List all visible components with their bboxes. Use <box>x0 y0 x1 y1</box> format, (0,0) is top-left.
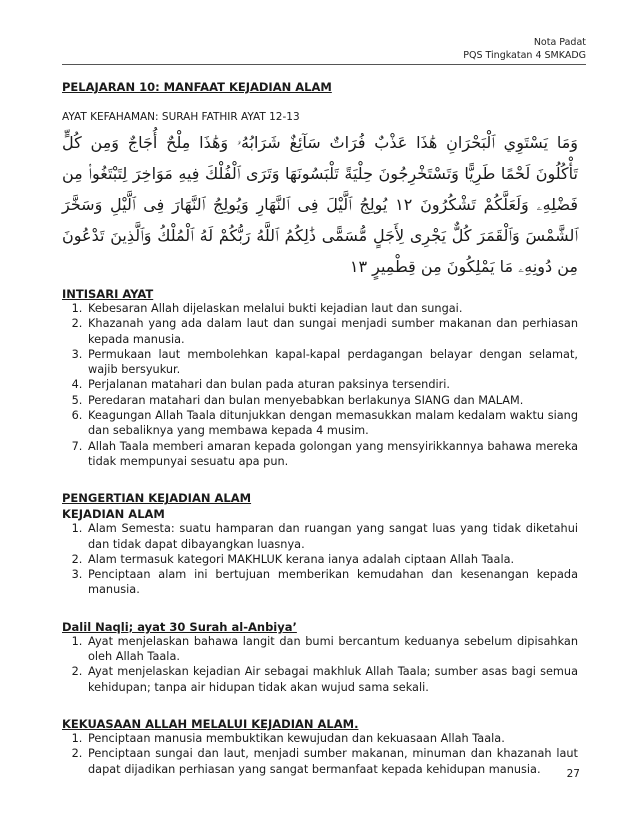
header-divider <box>62 64 586 65</box>
pengertian-title: PENGERTIAN KEJADIAN ALAM <box>62 491 252 506</box>
list-item: 2. Khazanah yang ada dalam laut dan sungai menjadi sumber makanan dan perhiasan kepada manusia. <box>86 316 578 347</box>
header-title: Nota Padat <box>533 37 586 48</box>
kekuasaan-list <box>62 731 578 777</box>
list-item: 4. Perjalanan matahari dan bulan pada aturan paksinya tersendiri. <box>86 377 578 392</box>
list-item: 3. Permukaan laut membolehkan kapal-kapal perdagangan belayar dengan selamat, wajib bersyukur. <box>86 347 578 378</box>
kekuasaan-title: KEKUASAAN ALLAH MELALUI KEJADIAN ALAM. <box>62 716 359 731</box>
list-item: 1. Kebesaran Allah dijelaskan melalui bukti kejadian laut dan sungai. <box>86 301 578 316</box>
intisari-list <box>62 301 578 469</box>
pengertian-list <box>62 521 578 597</box>
list-item: 2. Alam termasuk kategori MAKHLUK kerana ianya adalah ciptaan Allah Taala. <box>86 552 578 567</box>
list-item: 6. Keagungan Allah Taala ditunjukkan dengan memasukkan malam kedalam waktu siang dan sebaliknya yang membawa kepada 4 musim. <box>86 408 578 439</box>
list-item: 1. Ayat menjelaskan bahawa langit dan bumi bercantum keduanya sebelum dipisahkan oleh Allah Taala. <box>86 634 578 665</box>
ayat-heading: AYAT KEFAHAMAN: SURAH FATHIR AYAT 12-13 <box>62 111 300 123</box>
list-item: 3. Penciptaan alam ini bertujuan memberikan kemudahan dan kesenangan kepada manusia. <box>86 567 578 598</box>
list-item: 2. Penciptaan sungai dan laut, menjadi sumber makanan, minuman dan khazanah laut dapat dijadikan perhiasan yang sangat bermanfaat kepada kehidupan manusia. <box>86 746 578 777</box>
list-item: 2. Ayat menjelaskan kejadian Air sebagai makhluk Allah Taala; sumber asas bagi semua kehidupan; tanpa air hidupan tidak akan wujud sama sekali. <box>86 664 578 695</box>
list-item: 5. Peredaran matahari dan bulan menyebabkan berlakunya SIANG dan MALAM. <box>86 393 578 408</box>
list-item: 7. Allah Taala memberi amaran kepada golongan yang mensyirikkannya bahawa mereka tidak mempunyai sesuatu apa pun. <box>86 439 578 470</box>
lesson-title: PELAJARAN 10: MANFAAT KEJADIAN ALAM <box>62 80 332 94</box>
dalil-list <box>62 634 578 695</box>
intisari-title: INTISARI AYAT <box>62 287 154 301</box>
list-item: 1. Alam Semesta: suatu hamparan dan ruangan yang sangat luas yang tidak diketahui dan tidak dapat dibayangkan luasnya. <box>86 521 578 552</box>
page-header <box>463 36 586 62</box>
pengertian-subtitle: KEJADIAN ALAM <box>62 507 165 522</box>
list-item: 1. Penciptaan manusia membuktikan kewujudan dan kekuasaan Allah Taala. <box>86 731 578 746</box>
dalil-title: Dalil Naqli; ayat 30 Surah al-Anbiya’ <box>62 619 297 634</box>
page-content <box>62 80 578 777</box>
header-subtitle: PQS Tingkatan 4 SMKADG <box>463 50 586 61</box>
page-number: 27 <box>566 768 580 780</box>
arabic-verse: وَمَا يَسْتَوِي ٱلْبَحْرَانِ هَٰذَا عَذْبٌ فُرَاتٌ سَآئِغٌ شَرَابُهُۥ وَهَٰذَا مِلْحٌ أُجَاجٌ وَمِن كُلٍّ تَأْكُلُونَ لَحْمًا طَرِيًّا وَتَسْتَخْرِجُونَ حِلْيَةً تَلْبَسُونَهَا وَتَرَى ٱلْفُلْكَ فِيهِ مَوَاخِرَ لِتَبْتَغُوا۟ مِن فَضْلِهِۦ وَلَعَلَّكُمْ تَشْكُرُونَ ١٢ يُولِجُ ٱلَّيْلَ فِى ٱلنَّهَارِ وَيُولِجُ ٱلنَّهَارَ فِى ٱلَّيْلِ وَسَخَّرَ ٱلشَّمْسَ وَٱلْقَمَرَ كُلٌّ يَجْرِى لِأَجَلٍ مُّسَمًّى ذَٰلِكُمُ ٱللَّهُ رَبُّكُمْ لَهُ ٱلْمُلْكُ وَٱلَّذِينَ تَدْعُونَ مِن دُونِهِۦ مَا يَمْلِكُونَ مِن قِطْمِيرٍ ١٣ <box>62 133 578 276</box>
